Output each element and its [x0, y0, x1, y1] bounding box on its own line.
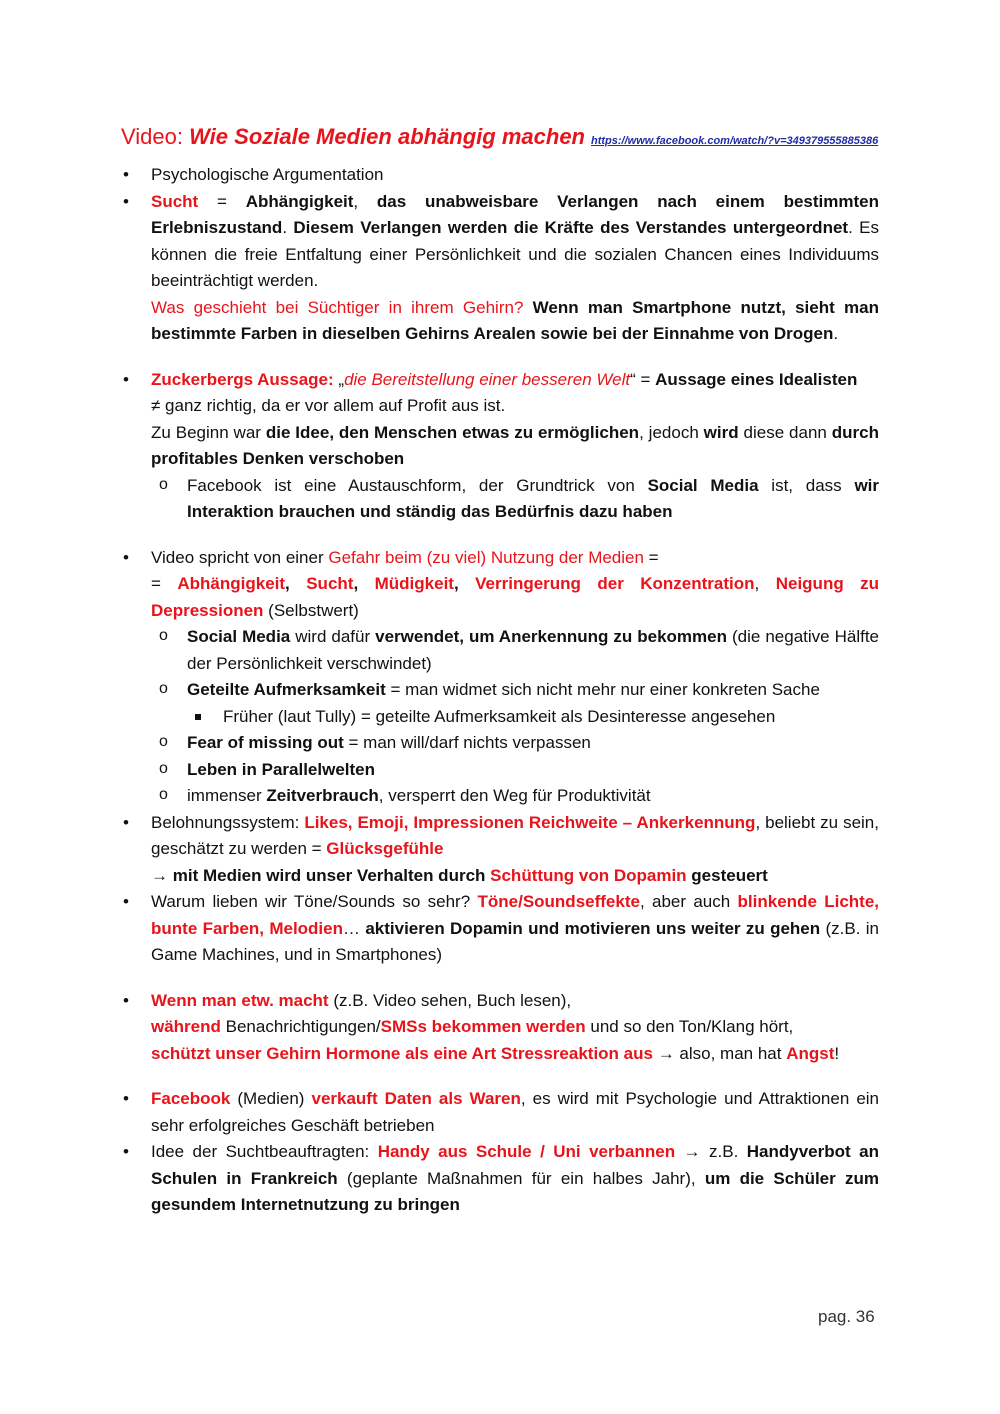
list-item-zuckerberg: • Zuckerbergs Aussage: „die Bereitstellung einer besseren Welt“ = Aussage eines Idealisten ≠ ganz richtig, da er vor allem auf Profit aus ist. Zu Beginn war die Idee, den Menschen etwas zu ermöglichen, jedoch wird diese dann durch profitables Denken verschoben — [151, 367, 879, 473]
arrow-icon: → — [151, 865, 173, 885]
subsub-item-frueher: Früher (laut Tully) = geteilte Aufmerksamkeit als Desinteresse angesehen — [223, 704, 879, 731]
spacer — [151, 969, 879, 988]
list-item-gefahr: • Video spricht von einer Gefahr beim (zu viel) Nutzung der Medien = = Abhängigkeit, Sucht, Müdigkeit, Verringerung der Konzentration, Neigung zu Depressionen (Selbstwert) — [151, 545, 879, 625]
spacer — [151, 526, 879, 545]
sub-item-parallelwelten: o Leben in Parallelwelten — [187, 757, 879, 784]
video-link[interactable]: https://www.facebook.com/watch/?v=349379555885386 — [591, 135, 879, 147]
title-prefix: Video: — [121, 124, 190, 149]
spacer — [151, 1067, 879, 1086]
page-title — [121, 123, 881, 155]
list-item-belohnungssystem: • Belohnungssystem: Likes, Emoji, Impressionen Reichweite – Ankerkennung, beliebt zu sein, geschätzt zu werden = Glücksgefühle → mit Medien wird unser Verhalten durch Schüttung von Dopamin gesteuert — [151, 810, 879, 890]
list-item-toene: • Warum lieben wir Töne/Sounds so sehr? Töne/Soundseffekte, aber auch blinkende Lichte, bunte Farben, Melodien… aktivieren Dopamin und motivieren uns weiter zu gehen (z.B. in Game Machines, und in Smartphones) — [151, 889, 879, 969]
sub-item-geteilte-aufmerksamkeit: o Geteilte Aufmerksamkeit = man widmet sich nicht mehr nur einer konkreten Sache — [187, 677, 879, 704]
list-item-sucht: • Sucht = Abhängigkeit, das unabweisbare Verlangen nach einem bestimmten Erlebniszustand. Diesem Verlangen werden die Kräfte des Verstandes untergeordnet. Es können die freie Entfaltung einer Persönlichkeit und die sozialen Chancen eines Individuums beeinträchtigt werden. Was geschieht bei Süchtiger in ihrem Gehirn? Wenn man Smartphone nutzt, sieht man bestimmte Farben in dieselben Gehirns Arealen sowie bei der Einnahme von Drogen. — [151, 189, 879, 348]
list-item-stressreaktion: • Wenn man etw. macht (z.B. Video sehen, Buch lesen), während Benachrichtigungen/SMSs bekommen werden und so den Ton/Klang hört, schützt unser Gehirn Hormone als eine Art Stressreaktion aus → also, man hat Angst! — [151, 988, 879, 1068]
sub-item-zeitverbrauch: o immenser Zeitverbrauch, versperrt den Weg für Produktivität — [187, 783, 879, 810]
sub-item-social-media-anerkennung: o Social Media wird dafür verwendet, um Anerkennung zu bekommen (die negative Hälfte der Persönlichkeit verschwindet) — [187, 624, 879, 677]
title-main: Wie Soziale Medien abhängig machen — [189, 124, 585, 149]
list-item-suchtbeauftragte: • Idee der Suchtbeauftragten: Handy aus Schule / Uni verbannen → z.B. Handyverbot an Schulen in Frankreich (geplante Maßnahmen für ein halbes Jahr), um die Schüler zum gesundem Internetnutzung zu bringen — [151, 1139, 879, 1219]
list-item-psychologische-argumentation: • Psychologische Argumentation — [151, 162, 879, 189]
page-number: pag. 36 — [818, 1307, 875, 1326]
spacer — [151, 348, 879, 367]
arrow-icon: → — [675, 1142, 710, 1161]
bullet-list — [151, 162, 879, 1219]
sub-item-fomo: o Fear of missing out = man will/darf nichts verpassen — [187, 730, 879, 757]
sub-item-facebook-austauschform: o Facebook ist eine Austauschform, der Grundtrick von Social Media ist, dass wir Interaktion brauchen und ständig das Bedürfnis dazu haben — [187, 473, 879, 526]
list-item-facebook-daten: • Facebook (Medien) verkauft Daten als Waren, es wird mit Psychologie und Attraktionen ein sehr erfolgreiches Geschäft betrieben — [151, 1086, 879, 1139]
arrow-icon: → — [652, 1043, 680, 1063]
